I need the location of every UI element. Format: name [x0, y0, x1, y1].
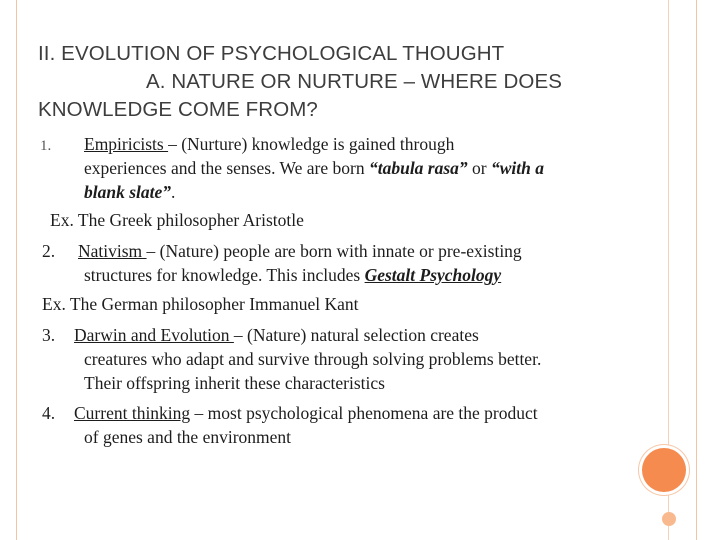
item-emphasis: blank slate”	[84, 182, 172, 202]
item-line	[42, 347, 632, 371]
list-item-empiricists	[40, 132, 630, 204]
list-item-current-thinking	[42, 401, 642, 449]
item-term: Empiricists	[84, 134, 169, 154]
item-number: 1.	[40, 138, 52, 154]
list-item-darwin	[42, 323, 632, 395]
title-line-3: KNOWLEDGE COME FROM?	[38, 98, 318, 121]
decorative-circle	[642, 448, 686, 492]
item-text: Their offspring inherit these characteristics	[84, 373, 385, 393]
item-line	[40, 180, 630, 204]
item-number: 3.	[42, 325, 56, 345]
item-line	[42, 371, 632, 395]
example-aristotle: Ex. The Greek philosopher Aristotle	[50, 210, 304, 230]
item-text: – (Nurture) knowledge is gained through	[168, 134, 455, 154]
list-item-nativism	[42, 239, 632, 287]
slide-title	[38, 40, 638, 124]
item-text: – (Nature) people are born with innate or pre-existing	[146, 241, 522, 261]
item-text: experiences and the senses. We are born	[84, 158, 369, 178]
item-term: Nativism	[78, 241, 147, 261]
item-line	[40, 132, 630, 156]
item-line	[42, 263, 632, 287]
item-text: – (Nature) natural selection creates	[233, 325, 479, 345]
example-kant: Ex. The German philosopher Immanuel Kant	[42, 294, 359, 314]
item-line	[42, 425, 642, 449]
item-number: 2.	[42, 241, 56, 261]
item-text: .	[171, 182, 176, 202]
item-text: creatures who adapt and survive through solving problems better.	[84, 349, 542, 369]
title-line-2: A. NATURE OR NURTURE – WHERE DOES	[146, 70, 563, 93]
item-line	[42, 401, 642, 425]
item-term: Darwin and Evolution	[74, 325, 234, 345]
item-text: – most psychological phenomena are the product	[190, 403, 538, 423]
item-line	[40, 156, 630, 180]
item-emphasis: Gestalt Psychology	[364, 265, 502, 285]
title-line-1: II. EVOLUTION OF PSYCHOLOGICAL THOUGHT	[38, 42, 505, 65]
item-emphasis: “tabula rasa”	[368, 158, 468, 178]
item-line	[42, 323, 632, 347]
item-term: Current thinking	[74, 403, 191, 423]
item-number: 4.	[42, 403, 56, 423]
item-text: of genes and the environment	[84, 427, 292, 447]
item-emphasis: “with a	[491, 158, 545, 178]
decorative-dot	[662, 512, 676, 526]
item-text: structures for knowledge. This includes	[84, 265, 365, 285]
item-line	[42, 239, 632, 263]
item-text: or	[467, 158, 491, 178]
